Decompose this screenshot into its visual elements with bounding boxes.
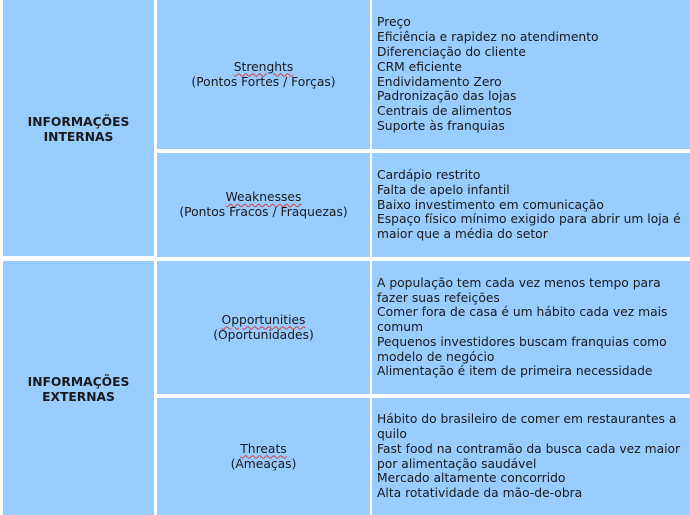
strengths-name-cell	[157, 0, 370, 149]
strengths-items-cell	[372, 0, 690, 149]
list-item: Suporte às franquias	[377, 118, 505, 133]
opportunities-title: Opportunities	[221, 312, 306, 327]
strengths-title: Strenghts	[233, 59, 294, 74]
list-item: CRM eficiente	[377, 59, 462, 74]
list-item: Centrais de alimentos	[377, 104, 512, 119]
list-item: Fast food na contramão da busca cada vez maior por alimentação saudável	[377, 441, 681, 471]
internal-info-label: INFORMAÇÕES INTERNAS	[27, 115, 130, 144]
opportunities-subtitle: (Oportunidades)	[213, 327, 314, 342]
list-item: Espaço físico mínimo exigido para abrir um loja é maior que a média do setor	[377, 212, 681, 242]
opportunities-name-cell	[157, 261, 370, 394]
weaknesses-items-cell	[372, 153, 690, 257]
list-item: Pequenos investidores buscam franquias como modelo de negócio	[377, 334, 667, 364]
list-item: Alta rotatividade da mão-de-obra	[377, 486, 583, 501]
list-item: Alimentação é item de primeira necessidade	[377, 364, 653, 379]
threats-subtitle: (Ameaças)	[230, 456, 297, 471]
weaknesses-subtitle: (Pontos Fracos / Fraquezas)	[179, 205, 348, 219]
list-item: A população tem cada vez menos tempo para fazer suas refeições	[377, 275, 661, 305]
list-item: Falta de apelo infantil	[377, 182, 510, 197]
list-item: Baixo investimento em comunicação	[377, 197, 604, 212]
internal-info-cell	[3, 0, 154, 256]
external-info-cell	[3, 261, 154, 515]
list-item: Padronização das lojas	[377, 89, 517, 104]
list-item: Preço	[377, 15, 411, 30]
weaknesses-title: Weaknesses	[225, 190, 302, 204]
list-item: Mercado altamente concorrido	[377, 471, 566, 486]
list-item: Hábito do brasileiro de comer em restaurantes a quilo	[377, 412, 677, 441]
list-item: Diferenciação do cliente	[377, 44, 526, 59]
list-item: Eficiência e rapidez no atendimento	[377, 30, 599, 45]
list-item: Comer fora de casa é um hábito cada vez mais comum	[377, 305, 668, 335]
threats-items-cell	[372, 398, 690, 515]
weaknesses-name-cell	[157, 153, 370, 257]
opportunities-items-cell	[372, 261, 690, 394]
list-item: Endividamento Zero	[377, 74, 502, 89]
external-info-label: INFORMAÇÕES EXTERNAS	[27, 375, 130, 404]
threats-title: Threats	[240, 441, 287, 456]
threats-name-cell	[157, 398, 370, 515]
strengths-subtitle: (Pontos Fortes / Forças)	[191, 74, 336, 89]
list-item: Cardápio restrito	[377, 168, 481, 182]
